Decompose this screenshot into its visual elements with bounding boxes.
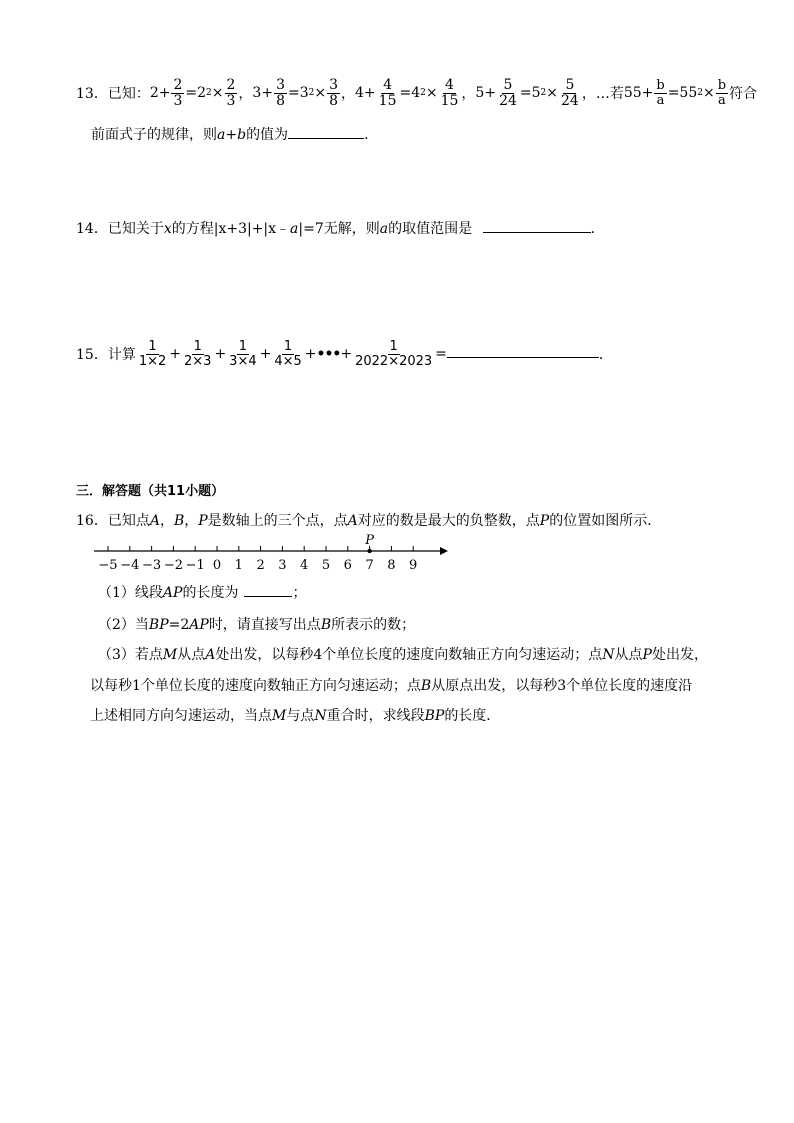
- number-line-label: −1: [185, 558, 205, 572]
- number-line-label: 0: [212, 558, 222, 572]
- number-line-label: −2: [163, 558, 183, 572]
- question-16-stem: 16．已知点A，B，P是数轴上的三个点，点A对应的数是最大的负整数，点P的位置如图所示．: [76, 513, 662, 529]
- number-line-label: 9: [409, 558, 418, 572]
- q15-answer-blank[interactable]: [447, 357, 599, 358]
- q13-answer-blank[interactable]: [288, 138, 364, 139]
- q15-frac2: $\frac{1}{2\times 3}$: [184, 339, 212, 369]
- q16-part3-line3: 上述相同方向匀速运动，当点M与点N重合时，求线段BP的长度．: [90, 708, 501, 724]
- q15-frac1: $\frac{1}{1\times 2}$: [138, 339, 167, 369]
- q13-ellipsis: …若: [595, 86, 624, 103]
- number-line-arrow: [440, 547, 448, 555]
- q13-term5: 55+: [623, 85, 654, 102]
- number-line-label: −5: [98, 558, 118, 572]
- q13-term4: 5+: [475, 85, 497, 102]
- number-line-label: 6: [343, 558, 352, 572]
- q16-part3-line1: （3）若点M从点A处出发，以每秒4个单位长度的速度向数轴正方向匀速运动；点N从点P处出发，: [98, 647, 708, 663]
- number-line-point-label: P: [365, 533, 374, 548]
- q16-part1-blank[interactable]: [244, 596, 292, 597]
- q13-lead: 已知：: [107, 86, 150, 103]
- q15-frac-last: $\frac{1}{2022\times 2023}$: [355, 339, 433, 369]
- q13-term3: 4+: [355, 85, 376, 102]
- question-15: 15． 计算 $\frac{1}{1\times 2}$ + $\frac{1}{2\times 3}$ + $\frac{1}{3\times 4}$ + $\frac{1}{4\times 5}$ + ••• + $\frac{1}{2022\times 2023}$ = ．: [76, 339, 613, 369]
- number-line-label: 2: [256, 558, 265, 572]
- q16-part1: （1）线段AP的长度为 ；: [98, 585, 307, 601]
- q16-part2: （2）当BP=2AP时，请直接写出点B所表示的数；: [98, 617, 416, 633]
- number-line-label: 5: [321, 558, 331, 572]
- number-line: [92, 532, 452, 572]
- q13-frac1: $\frac{2}{3}$: [173, 77, 183, 109]
- q13-term1: 2+: [149, 85, 171, 102]
- number-line-label: 3: [278, 558, 287, 572]
- question-14: 14．已知关于x的方程|x+3|+|x﹣a|=7无解，则a的取值范围是 ．: [76, 221, 605, 237]
- number-line-label: 7: [365, 558, 374, 572]
- q15-dots: •••: [316, 346, 341, 363]
- q13-number: 13．: [76, 86, 108, 103]
- section-3-title: 三．解答题（共11小题）: [76, 484, 225, 499]
- number-line-label: −3: [142, 558, 162, 572]
- number-line-label: 8: [387, 558, 396, 572]
- number-line-label: 4: [300, 558, 309, 572]
- number-line-label: 1: [234, 558, 243, 572]
- q13-term2: 3+: [252, 85, 274, 102]
- number-line-point-p: [367, 549, 371, 553]
- q15-frac4: $\frac{1}{4\times 5}$: [274, 339, 302, 369]
- question-13-line1: 13． 已知： 2+ $\frac{2}{3}$ =2 2 × $\frac{2}{3}$ ， 3+ $\frac{3}{8}$ =3 2 × $\frac{3}{8}$ ， 4+ $\frac{4}{15}$ =4 2 × $\frac{4}{15}$ ， 5+ $\frac{5}{24}$ =5 2 × $\frac{5}{24}$ ， …若 55+ $\frac{b}{a}$ =55 2 × $\frac{b}{a}$ 符合: [76, 77, 758, 109]
- q15-frac3: $\frac{1}{3\times 4}$: [229, 339, 257, 369]
- number-line-label: −4: [120, 558, 140, 572]
- q16-part3-line2: 以每秒1个单位长度的速度向数轴正方向匀速运动；点B从原点出发，以每秒3个单位长度的速度沿: [90, 678, 693, 694]
- q14-answer-blank[interactable]: [483, 232, 591, 233]
- question-13-line2: 前面式子的规律，则a+b的值为 ．: [91, 127, 379, 143]
